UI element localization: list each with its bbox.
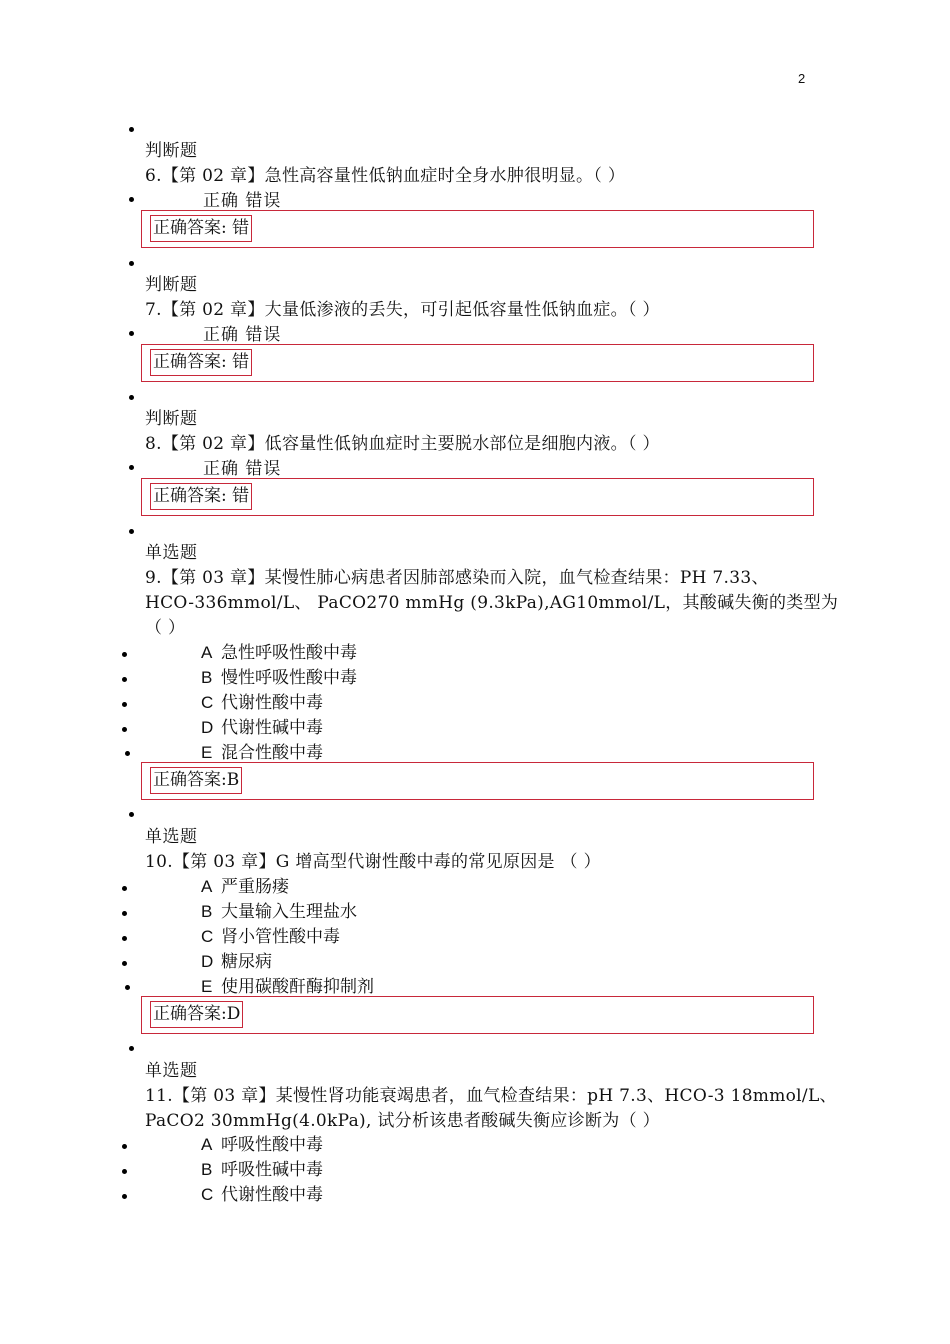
option-text: 代谢性酸中毒 <box>221 1185 323 1205</box>
option-text: 糖尿病 <box>221 952 272 972</box>
correct-answer: 正确答案: 错 <box>150 215 252 242</box>
question-text: 7.【第 02 章】大量低渗液的丢失，可引起低容量性低钠血症。（ ） <box>145 300 660 320</box>
option-letter: C <box>201 693 214 712</box>
bullet-icon <box>122 1169 127 1174</box>
bullet-icon <box>129 529 134 534</box>
option-letter: B <box>201 1160 213 1179</box>
question-text: 10.【第 03 章】G 增高型代谢性酸中毒的常见原因是 （ ） <box>145 852 601 872</box>
question-text-line: 11.【第 03 章】某慢性肾功能衰竭患者，血气检查结果：pH 7.3、HCO-3 18mmol/L、 <box>145 1086 837 1106</box>
option-letter: E <box>201 743 213 762</box>
bullet-icon <box>122 936 127 941</box>
option-letter: B <box>201 902 213 921</box>
bullet-icon <box>129 331 134 336</box>
bullet-icon <box>129 1046 134 1051</box>
option-b[interactable] <box>201 897 357 922</box>
option-b[interactable] <box>201 663 357 688</box>
question-type: 单选题 <box>145 543 198 563</box>
correct-answer: 正确答案:B <box>150 767 242 794</box>
bullet-icon <box>125 751 130 756</box>
option-b[interactable] <box>201 1155 323 1180</box>
option-text: 肾小管性酸中毒 <box>221 927 340 947</box>
option-letter: A <box>201 643 213 662</box>
question-type: 判断题 <box>145 409 198 429</box>
bullet-icon <box>122 652 127 657</box>
question-text-line: PaCO2 30mmHg(4.0kPa), 试分析该患者酸碱失衡应诊断为（ ） <box>145 1111 660 1131</box>
option-c[interactable] <box>201 1180 323 1205</box>
question-type: 单选题 <box>145 1061 198 1081</box>
bullet-icon <box>122 727 127 732</box>
option-text: 呼吸性酸中毒 <box>221 1135 323 1155</box>
answer-box <box>141 762 814 800</box>
bullet-icon <box>122 1194 127 1199</box>
bullet-icon <box>129 127 134 132</box>
answer-box <box>141 478 814 516</box>
answer-box <box>141 996 814 1034</box>
option-letter: E <box>201 977 213 996</box>
question-text-line: 9.【第 03 章】某慢性肺心病患者因肺部感染而入院，血气检查结果：PH 7.33、 <box>145 568 769 588</box>
option-c[interactable] <box>201 688 323 713</box>
bullet-icon <box>122 911 127 916</box>
bullet-icon <box>122 677 127 682</box>
question-text-line: （ ） <box>145 618 186 638</box>
bullet-icon <box>122 886 127 891</box>
true-false-choices[interactable]: 正确 错误 <box>203 459 282 479</box>
bullet-icon <box>122 961 127 966</box>
true-false-choices[interactable]: 正确 错误 <box>203 191 282 211</box>
answer-box <box>141 344 814 382</box>
bullet-icon <box>125 985 130 990</box>
correct-answer: 正确答案: 错 <box>150 483 252 510</box>
question-text-line: HCO-336mmol/L、 PaCO270 mmHg (9.3kPa),AG10mmol/L，其酸碱失衡的类型为 <box>145 593 839 613</box>
question-type: 单选题 <box>145 827 198 847</box>
option-text: 代谢性碱中毒 <box>221 718 323 738</box>
correct-answer: 正确答案:D <box>150 1001 243 1028</box>
option-d[interactable] <box>201 947 272 972</box>
true-false-choices[interactable]: 正确 错误 <box>203 325 282 345</box>
option-d[interactable] <box>201 713 323 738</box>
option-e[interactable] <box>201 738 323 763</box>
question-type: 判断题 <box>145 275 198 295</box>
bullet-icon <box>122 1144 127 1149</box>
option-text: 呼吸性碱中毒 <box>221 1160 323 1180</box>
option-letter: D <box>201 718 214 737</box>
option-text: 严重肠瘘 <box>221 877 289 897</box>
option-letter: C <box>201 1185 214 1204</box>
option-letter: A <box>201 877 213 896</box>
option-letter: A <box>201 1135 213 1154</box>
option-e[interactable] <box>201 972 374 997</box>
bullet-icon <box>129 261 134 266</box>
page-number: 2 <box>798 71 806 86</box>
option-text: 代谢性酸中毒 <box>221 693 323 713</box>
option-letter: B <box>201 668 213 687</box>
option-letter: D <box>201 952 214 971</box>
option-a[interactable] <box>201 872 289 897</box>
question-text: 8.【第 02 章】低容量性低钠血症时主要脱水部位是细胞内液。（ ） <box>145 434 660 454</box>
bullet-icon <box>129 465 134 470</box>
bullet-icon <box>129 197 134 202</box>
question-text: 6.【第 02 章】急性高容量性低钠血症时全身水肿很明显。（ ） <box>145 166 626 186</box>
bullet-icon <box>129 395 134 400</box>
option-text: 慢性呼吸性酸中毒 <box>221 668 357 688</box>
option-c[interactable] <box>201 922 340 947</box>
option-a[interactable] <box>201 638 357 663</box>
option-letter: C <box>201 927 214 946</box>
option-text: 混合性酸中毒 <box>221 743 323 763</box>
answer-box <box>141 210 814 248</box>
option-text: 大量输入生理盐水 <box>221 902 357 922</box>
bullet-icon <box>122 702 127 707</box>
option-a[interactable] <box>201 1130 323 1155</box>
bullet-icon <box>129 812 134 817</box>
question-type: 判断题 <box>145 141 198 161</box>
option-text: 急性呼吸性酸中毒 <box>221 643 357 663</box>
option-text: 使用碳酸酐酶抑制剂 <box>221 977 374 997</box>
correct-answer: 正确答案: 错 <box>150 349 252 376</box>
